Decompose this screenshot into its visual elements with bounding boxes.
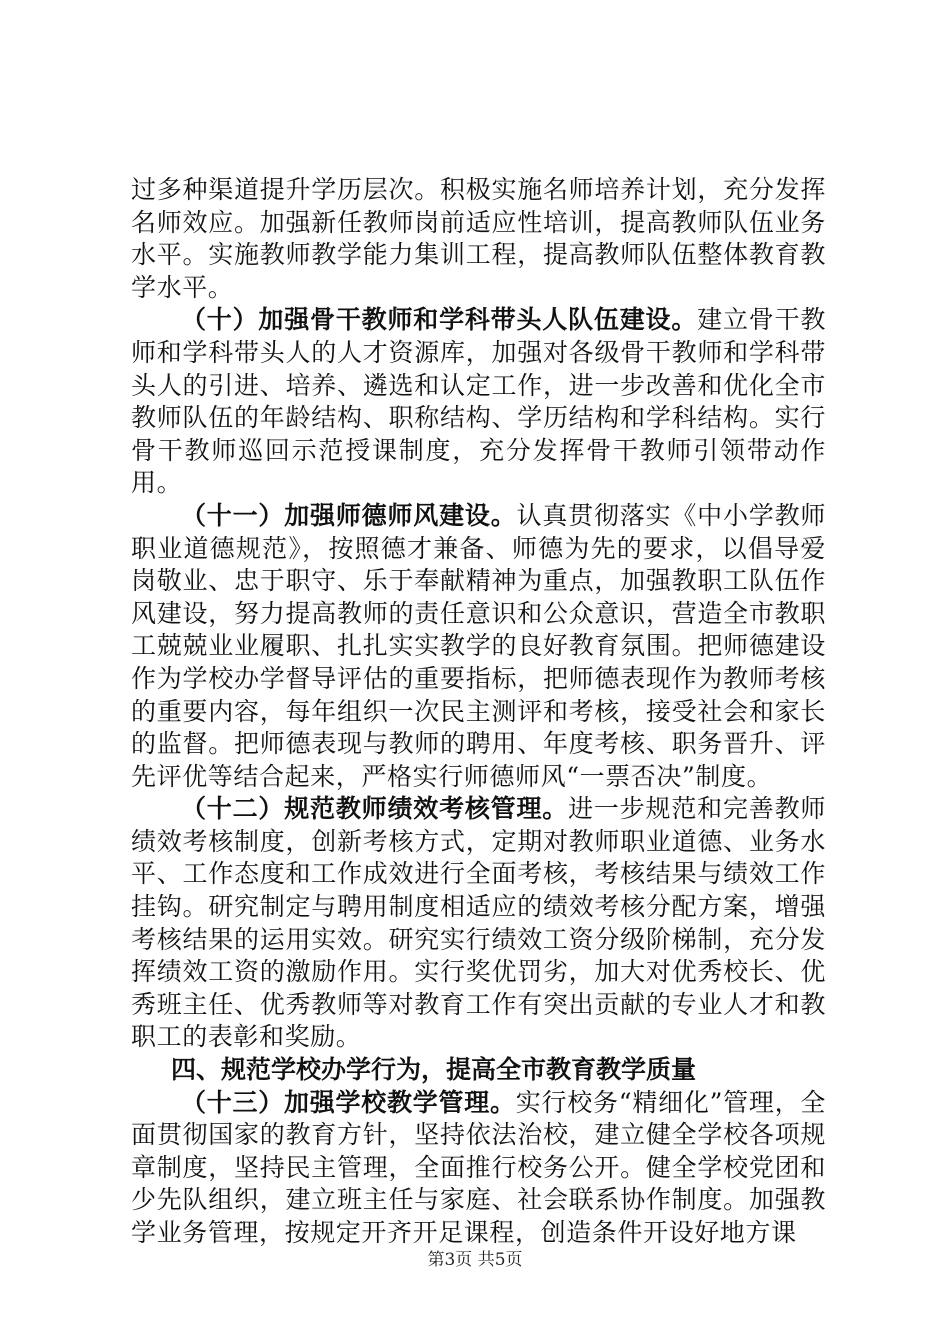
- paragraph-text: 进一步规范和完善教师绩效考核制度，创新考核方式，定期对教师职业道德、业务水平、工作态度和工作成效进行全面考核，考核结果与绩效工作挂钩。研究制定与聘用制度相适应的绩效考核分配方案，增强考核结果的运用实效。研究实行绩效工资分级阶梯制，充分发挥绩效工资的激励作用。实行奖优罚劣，加大对优秀校长、优秀班主任、优秀教师等对教育工作有突出贡献的专业人才和教职工的表彰和奖励。: [131, 794, 826, 1052]
- paragraph-text: 建立骨干教师和学科带头人的人才资源库，加强对各级骨干教师和学科带头人的引进、培养、遴选和认定工作，进一步改善和优化全市教师队伍的年龄结构、职称结构、学历结构和学科结构。实行骨干教师巡回示范授课制度，充分发挥骨干教师引领带动作用。: [131, 305, 826, 498]
- paragraph-text: 认真贯彻落实《中小学教师职业道德规范》，按照德才兼备、师德为先的要求，以倡导爱岗敬业、忠于职守、乐于奉献精神为重点，加强教职工队伍作风建设，努力提高教师的责任意识和公众意识，营造全市教职工兢兢业业履职、扎扎实实教学的良好教育氛围。把师德建设作为学校办学督导评估的重要指标，把师德表现作为教师考核的重要内容，每年组织一次民主测评和考核，接受社会和家长的监督。把师德表现与教师的聘用、年度考核、职务晋升、评先评优等结合起来，严格实行师德师风“一票否决”制度。: [131, 500, 827, 791]
- paragraph-backbone-teachers: [131, 304, 826, 500]
- paragraph-heading: （十一）加强师德师风建设。: [181, 500, 517, 530]
- paragraph-continuation: [131, 174, 826, 304]
- paragraph-teaching-management: [131, 1087, 826, 1250]
- paragraph-heading: （十二）规范教师绩效考核管理。: [181, 794, 569, 824]
- paragraph-heading: （十）加强骨干教师和学科带头人队伍建设。: [181, 305, 698, 335]
- section-heading: 四、规范学校办学行为，提高全市教育教学质量: [171, 1055, 697, 1085]
- paragraph-text: 实行校务“精细化”管理，全面贯彻国家的教育方针，坚持依法治校，建立健全学校各项规章制度，坚持民主管理，全面推行校务公开。健全学校党团和少先队组织，建立班主任与家庭、社会联系协作制度。加强教学业务管理，按规定开齐开足课程，创造条件开设好地方课: [131, 1087, 826, 1247]
- document-body: [131, 174, 826, 1250]
- paragraph-heading: （十三）加强学校教学管理。: [181, 1087, 516, 1117]
- page-number-footer: 第3页 共5页: [427, 1250, 523, 1270]
- paragraph-teacher-ethics: [131, 500, 826, 793]
- paragraph-performance-evaluation: [131, 793, 826, 1054]
- paragraph-text: 过多种渠道提升学历层次。积极实施名师培养计划，充分发挥名师效应。加强新任教师岗前适应性培训，提高教师队伍业务水平。实施教师教学能力集训工程，提高教师队伍整体教育教学水平。: [131, 175, 826, 302]
